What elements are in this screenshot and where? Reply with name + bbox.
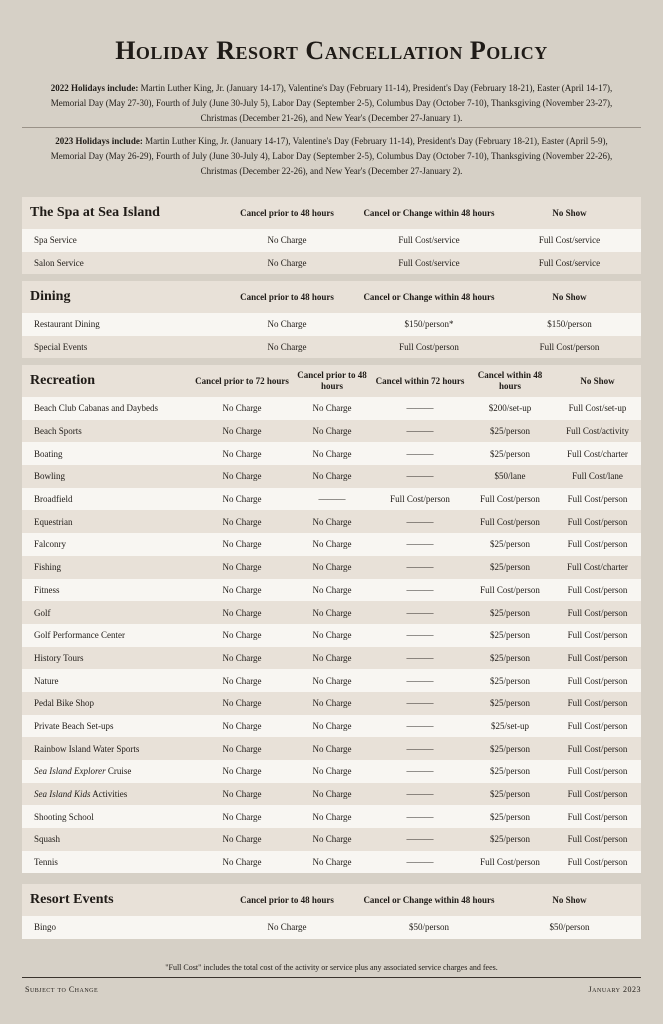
- table-cell: No Charge: [312, 562, 352, 573]
- table-cell: No Charge: [222, 448, 262, 459]
- footer-date: January 2023: [588, 985, 641, 994]
- table-cell: No Charge: [222, 720, 262, 731]
- row-label: History Tours: [34, 652, 84, 663]
- table-cell: No Charge: [222, 516, 262, 527]
- footnote: "Full Cost" includes the total cost of the activity or service plus any associated service charges and fees.: [165, 963, 498, 972]
- table-cell: Full Cost/service: [538, 235, 601, 246]
- table-cell: No Charge: [312, 720, 352, 731]
- table-cell: Full Cost/charter: [567, 448, 628, 459]
- table-cell: No Charge: [267, 258, 307, 269]
- table-row: [22, 828, 641, 851]
- table-row: [22, 556, 641, 579]
- table-cell: $150/person: [547, 319, 592, 330]
- table-cell: No Charge: [312, 539, 352, 550]
- table-cell: No Charge: [222, 607, 262, 618]
- row-label: Sea Island Explorer Cruise: [34, 766, 132, 777]
- table-cell: No Charge: [222, 811, 262, 822]
- holidays-2023-text: Martin Luther King, Jr. (January 14-17), Valentine's Day (February 11-14), President's Day (February 18-21), Easter (April 5-9), Memorial Day (May 26-29), Fourth of July (June 30-July 4), Labor Day (September 2-5), Columbus Day (October 7-10), Thanksgiving (November 22-26), Christmas (December 22-26), and New Year's (December 27-January 2).: [50, 136, 613, 176]
- table-cell: Full Cost/person: [567, 539, 628, 550]
- table-cell: No Charge: [267, 319, 307, 330]
- table-cell: $50/person: [409, 922, 449, 933]
- table-row: [22, 805, 641, 828]
- table-row: [22, 783, 641, 806]
- table-cell: ––––––: [406, 607, 434, 618]
- table-cell: No Charge: [312, 426, 352, 437]
- col-header: No Show: [580, 375, 615, 386]
- table-cell: Full Cost/person: [567, 811, 628, 822]
- dining-title: Dining: [30, 289, 71, 304]
- table-cell: No Charge: [312, 403, 352, 414]
- row-label: Tennis: [34, 857, 58, 868]
- divider: [22, 127, 641, 128]
- row-label: Restaurant Dining: [34, 319, 100, 330]
- row-label: Fitness: [34, 584, 60, 595]
- row-label: Golf: [34, 607, 51, 618]
- footer-divider: [22, 977, 641, 978]
- table-cell: ––––––: [406, 539, 434, 550]
- table-cell: No Charge: [312, 471, 352, 482]
- table-cell: ––––––: [406, 743, 434, 754]
- table-cell: $25/person: [490, 448, 530, 459]
- table-row: [22, 229, 641, 252]
- footer-subject-to-change: Subject to Change: [25, 985, 99, 994]
- dining-section: [22, 281, 641, 358]
- table-cell: No Charge: [312, 698, 352, 709]
- table-row: [22, 313, 641, 336]
- table-cell: No Charge: [312, 516, 352, 527]
- row-label: Sea Island Kids Activities: [34, 789, 128, 800]
- col-header: Cancel within 48 hours: [477, 370, 543, 391]
- table-cell: ––––––: [406, 471, 434, 482]
- page-title: Holiday Resort Cancellation Policy: [115, 36, 548, 65]
- row-label: Bowling: [34, 471, 66, 482]
- col-header: Cancel prior to 48 hours: [297, 370, 367, 391]
- table-cell: No Charge: [222, 539, 262, 550]
- table-cell: ––––––: [406, 766, 434, 777]
- table-row: [22, 420, 641, 443]
- table-cell: Full Cost/person: [480, 494, 540, 505]
- table-cell: $25/person: [490, 562, 530, 573]
- table-cell: Full Cost/person: [567, 766, 628, 777]
- table-cell: No Charge: [222, 743, 262, 754]
- table-cell: Full Cost/person: [567, 720, 628, 731]
- row-label: Special Events: [34, 342, 88, 353]
- table-cell: $25/person: [490, 630, 530, 641]
- col-header: Cancel prior to 48 hours: [240, 207, 334, 218]
- table-cell: No Charge: [312, 766, 352, 777]
- table-cell: No Charge: [267, 342, 307, 353]
- table-cell: Full Cost/charter: [567, 562, 628, 573]
- table-cell: ––––––: [406, 652, 434, 663]
- table-cell: $25/person: [490, 743, 530, 754]
- spa-header: [22, 197, 641, 229]
- table-cell: $50/person: [549, 922, 590, 933]
- spa-section: [22, 197, 641, 274]
- table-cell: Full Cost/person: [567, 584, 628, 595]
- table-cell: No Charge: [222, 403, 262, 414]
- row-label: Shooting School: [34, 811, 94, 822]
- table-cell: Full Cost/activity: [566, 426, 629, 437]
- holidays-2023: [40, 134, 623, 179]
- table-cell: Full Cost/service: [398, 258, 460, 269]
- row-label: Boating: [34, 448, 63, 459]
- row-label: Bingo: [34, 922, 57, 933]
- table-cell: $150/person*: [404, 319, 454, 330]
- col-header: No Show: [552, 291, 587, 302]
- table-cell: ––––––: [406, 720, 434, 731]
- table-cell: ––––––: [406, 675, 434, 686]
- table-row: [22, 760, 641, 783]
- table-row: [22, 715, 641, 738]
- table-cell: Full Cost/person: [567, 652, 628, 663]
- recreation-section: [22, 365, 641, 873]
- table-cell: No Charge: [312, 652, 352, 663]
- table-cell: $25/person: [490, 789, 530, 800]
- table-row: [22, 397, 641, 420]
- table-cell: ––––––: [406, 426, 434, 437]
- table-cell: No Charge: [312, 834, 352, 845]
- table-row: [22, 692, 641, 715]
- table-cell: Full Cost/person: [480, 584, 540, 595]
- spa-title: The Spa at Sea Island: [30, 205, 160, 220]
- events-header: [22, 884, 641, 916]
- table-row: [22, 579, 641, 602]
- table-row: [22, 252, 641, 275]
- table-cell: Full Cost/person: [567, 630, 628, 641]
- table-row: [22, 336, 641, 359]
- table-cell: Full Cost/lane: [572, 471, 623, 482]
- table-cell: Full Cost/person: [567, 834, 628, 845]
- table-cell: $25/set-up: [491, 720, 529, 731]
- table-cell: Full Cost/service: [538, 258, 601, 269]
- table-cell: No Charge: [222, 494, 262, 505]
- table-cell: No Charge: [312, 630, 352, 641]
- table-cell: No Charge: [312, 675, 352, 686]
- events-section: [22, 884, 641, 939]
- table-cell: Full Cost/set-up: [568, 403, 627, 414]
- table-cell: ––––––: [406, 857, 434, 868]
- table-row: [22, 916, 641, 939]
- table-row: [22, 669, 641, 692]
- table-cell: Full Cost/person: [567, 607, 628, 618]
- table-cell: Full Cost/person: [567, 675, 628, 686]
- table-cell: Full Cost/person: [567, 789, 628, 800]
- table-cell: ––––––: [406, 630, 434, 641]
- table-cell: $25/person: [490, 652, 530, 663]
- table-cell: No Charge: [312, 811, 352, 822]
- table-cell: Full Cost/person: [390, 494, 450, 505]
- col-header: Cancel or Change within 48 hours: [363, 291, 495, 302]
- table-cell: No Charge: [312, 743, 352, 754]
- table-cell: ––––––: [406, 562, 434, 573]
- row-label: Salon Service: [34, 258, 84, 269]
- col-header: Cancel or Change within 48 hours: [363, 894, 495, 905]
- table-cell: $25/person: [490, 766, 530, 777]
- row-label: Falconry: [34, 539, 66, 550]
- table-cell: $25/person: [490, 811, 530, 822]
- row-label: Fishing: [34, 562, 62, 573]
- table-cell: Full Cost/person: [567, 743, 628, 754]
- table-cell: ––––––: [318, 494, 346, 505]
- col-header: No Show: [552, 894, 587, 905]
- table-cell: ––––––: [406, 448, 434, 459]
- table-cell: Full Cost/person: [567, 698, 628, 709]
- table-cell: No Charge: [222, 652, 262, 663]
- col-header: Cancel prior to 48 hours: [240, 894, 334, 905]
- table-cell: Full Cost/person: [480, 516, 540, 527]
- table-cell: $50/lane: [494, 471, 526, 482]
- table-row: [22, 624, 641, 647]
- table-cell: $25/person: [490, 698, 530, 709]
- table-cell: $25/person: [490, 426, 530, 437]
- holidays-2023-label: 2023 Holidays include:: [55, 136, 143, 146]
- row-label: Squash: [34, 834, 61, 845]
- table-cell: No Charge: [222, 426, 262, 437]
- table-row: [22, 442, 641, 465]
- col-header: Cancel within 72 hours: [375, 375, 465, 386]
- col-header: Cancel or Change within 48 hours: [363, 207, 495, 218]
- table-cell: $25/person: [490, 607, 530, 618]
- row-label: Beach Sports: [34, 426, 82, 437]
- table-cell: No Charge: [312, 448, 352, 459]
- row-label: Golf Performance Center: [34, 630, 125, 641]
- table-cell: Full Cost/person: [567, 494, 628, 505]
- table-cell: No Charge: [267, 922, 307, 933]
- table-cell: Full Cost/person: [480, 857, 540, 868]
- table-cell: ––––––: [406, 584, 434, 595]
- events-title: Resort Events: [30, 892, 114, 907]
- table-cell: ––––––: [406, 789, 434, 800]
- holidays-2022-label: 2022 Holidays include:: [50, 83, 139, 93]
- table-row: [22, 465, 641, 488]
- table-cell: ––––––: [406, 403, 434, 414]
- table-cell: No Charge: [222, 471, 262, 482]
- table-row: [22, 488, 641, 511]
- table-cell: No Charge: [222, 766, 262, 777]
- row-label: Nature: [34, 675, 59, 686]
- table-cell: ––––––: [406, 698, 434, 709]
- table-cell: No Charge: [222, 834, 262, 845]
- table-cell: No Charge: [312, 789, 352, 800]
- row-label: Spa Service: [34, 235, 77, 246]
- table-cell: $25/person: [490, 539, 530, 550]
- row-label: Pedal Bike Shop: [34, 698, 94, 709]
- table-cell: No Charge: [222, 630, 262, 641]
- dining-header: [22, 281, 641, 313]
- row-label: Beach Club Cabanas and Daybeds: [34, 403, 158, 414]
- table-cell: ––––––: [406, 516, 434, 527]
- table-cell: No Charge: [222, 562, 262, 573]
- table-cell: Full Cost/person: [399, 342, 459, 353]
- table-cell: Full Cost/person: [567, 857, 628, 868]
- table-cell: $200/set-up: [488, 403, 532, 414]
- table-row: [22, 601, 641, 624]
- table-row: [22, 737, 641, 760]
- table-cell: No Charge: [312, 607, 352, 618]
- table-cell: No Charge: [222, 857, 262, 868]
- col-header: Cancel prior to 72 hours: [195, 375, 289, 386]
- table-cell: Full Cost/service: [398, 235, 460, 246]
- table-cell: No Charge: [312, 584, 352, 595]
- table-row: [22, 510, 641, 533]
- holidays-2022-text: Martin Luther King, Jr. (January 14-17), Valentine's Day (February 11-14), President's Day (February 18-21), Easter (April 14-17), Memorial Day (May 27-30), Fourth of July (June 30-July 5), Labor Day (September 2-5), Columbus Day (October 7-10), Thanksgiving (November 23-27), Christmas (December 21-26), and New Year's (December 27-January 1).: [50, 83, 613, 123]
- table-cell: Full Cost/person: [567, 516, 628, 527]
- table-row: [22, 851, 641, 874]
- recreation-header: [22, 365, 641, 397]
- row-label: Broadfield: [34, 494, 73, 505]
- table-cell: Full Cost/person: [539, 342, 600, 353]
- row-label: Private Beach Set-ups: [34, 720, 114, 731]
- table-cell: ––––––: [406, 834, 434, 845]
- table-cell: $25/person: [490, 675, 530, 686]
- table-cell: No Charge: [222, 698, 262, 709]
- recreation-title: Recreation: [30, 373, 96, 388]
- table-cell: No Charge: [222, 675, 262, 686]
- table-cell: No Charge: [222, 584, 262, 595]
- table-cell: No Charge: [222, 789, 262, 800]
- table-cell: ––––––: [406, 811, 434, 822]
- holidays-2022: [40, 81, 623, 126]
- row-label: Rainbow Island Water Sports: [34, 743, 140, 754]
- col-header: No Show: [552, 207, 587, 218]
- col-header: Cancel prior to 48 hours: [240, 291, 334, 302]
- row-label: Equestrian: [34, 516, 73, 527]
- table-cell: $25/person: [490, 834, 530, 845]
- table-cell: No Charge: [267, 235, 307, 246]
- table-row: [22, 533, 641, 556]
- table-row: [22, 647, 641, 670]
- table-cell: No Charge: [312, 857, 352, 868]
